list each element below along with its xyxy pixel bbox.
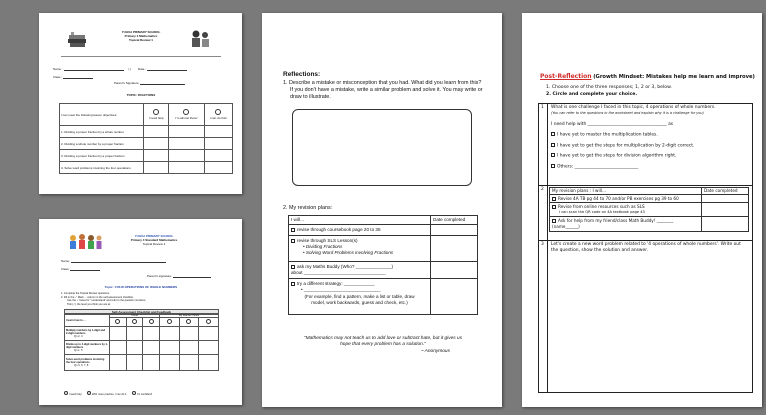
sad-face-icon [153, 109, 159, 115]
instruction-line: 2. Fill in the ✓ Mark ... column in the self-assessment checklist. [61, 295, 134, 299]
name-label: Name: [61, 259, 70, 263]
post-reflection-title: Post-Reflection [540, 73, 592, 80]
challenge-question: What is one challenge I faced in this topic, 4 operations of whole numbers. [551, 105, 716, 110]
rating-cell[interactable] [169, 126, 204, 138]
page-topical-review-1 [39, 13, 242, 194]
growth-mindset-subtitle: (Growth Mindset: Mistakes help me learn and improve) [593, 74, 755, 80]
rating-cell[interactable] [169, 162, 204, 174]
tick-cell[interactable] [126, 327, 143, 341]
books-illustration [67, 31, 87, 49]
happy-face-icon [206, 319, 211, 324]
tick-cell[interactable] [179, 327, 199, 341]
happy-face-icon [215, 109, 221, 115]
checkbox[interactable] [552, 205, 556, 209]
tick-cell[interactable] [159, 341, 179, 355]
sad-face-icon [115, 319, 120, 324]
rating-cell[interactable] [144, 126, 169, 138]
class-field[interactable] [63, 75, 93, 79]
sls-lesson-item: Solving Word Problems involving Fractions [305, 250, 394, 255]
date-cell[interactable] [702, 217, 749, 231]
review-title: Topical Review 2 [142, 242, 166, 246]
qr-code-note: I can scan the QR code on 4A textbook page 43 [559, 209, 645, 214]
revision-plan-table: I will… Date completed revise through coursebook page 20 to 35 revise through SLS Lesson(s) • Dividing Fractions • Solving Word Problems involving Fractions ask my Maths Buddy (Who? ______________) about ________________________________ try a different strategy: ____________ • ______________________________ (For example, find a pattern, make a list or table, draw model, work backwards, guess and check, etc.) [288, 215, 478, 315]
tick-cell[interactable] [159, 327, 179, 341]
tick-cell[interactable] [179, 341, 199, 355]
tick-cell[interactable] [199, 341, 219, 355]
tick-cell[interactable] [199, 327, 219, 341]
class-label: Class : [53, 75, 63, 79]
checkbox[interactable] [551, 153, 555, 157]
challenge-option: I have yet to get the steps for division algorithm right. [557, 153, 677, 159]
date-cell[interactable] [431, 279, 478, 315]
neutral-face-icon [87, 391, 91, 395]
parent-signature-field[interactable] [140, 81, 185, 85]
challenge-option: Others: _____________________________ [557, 164, 639, 170]
date-cell[interactable] [431, 236, 478, 262]
col-i-will: I will… [289, 216, 431, 225]
tick-cell[interactable] [159, 355, 179, 371]
option-number: 1 [541, 105, 544, 110]
challenge-option: I have yet to master the multiplication tables. [557, 132, 658, 138]
plan-coursebook: revise through coursebook page 20 to 35 [297, 227, 381, 232]
challenge-note: (You can refer to the questions in the worksheet and explain why it is a challenge for you) [551, 111, 704, 116]
objectives-header: I can meet the following lesson objectives: [60, 104, 144, 126]
name-label: Name : [53, 67, 63, 71]
instruction-circle: 2. Circle and complete your choice. [546, 92, 638, 97]
date-cell[interactable] [431, 225, 478, 236]
revision-row: Revise from online resources such as SLS [558, 204, 645, 210]
new-word-problem-prompt: Let's create a new word problem related to '4 operations of whole numbers'. Write out the question, show the solution and answer. [551, 242, 741, 254]
neutral-face-icon [132, 319, 137, 324]
skill-questions: Qn 2, 3 [74, 335, 83, 339]
post-reflection-box [538, 103, 753, 393]
review-title: Topical Review 1 [129, 38, 153, 42]
revision-row: Revise 4A TB pg 44 to 70 and/or PB exercises pg 39 to 60 [558, 195, 679, 201]
topic-title: Topic : FOUR OPERATIONS OF WHOLE NUMBERS [104, 285, 178, 289]
date-cell[interactable] [702, 194, 749, 203]
checkbox[interactable] [552, 197, 556, 201]
children-illustration [67, 232, 103, 252]
date-cell[interactable] [702, 203, 749, 217]
name-field[interactable] [71, 259, 166, 263]
objective-row: 4. Solve word problems involving the four operations [60, 162, 144, 174]
plan-sls: revise through SLS Lesson(s) [297, 238, 358, 243]
checkbox[interactable] [291, 265, 295, 269]
col-date-completed: Date completed [431, 216, 478, 225]
page-post-reflection [522, 13, 762, 407]
rating-cell[interactable] [144, 162, 169, 174]
checklist-title: Self-Assessment Checklist and Feedback [64, 309, 219, 315]
legend-need-help: I need help [68, 393, 82, 396]
option-number: 3 [541, 242, 544, 247]
reflection-drawing-box[interactable] [292, 109, 472, 186]
tick-cell[interactable] [110, 341, 127, 355]
checkbox[interactable] [551, 143, 555, 147]
revision-row: Ask for help from my friend/class Math Buddy! ________ (name______) [552, 218, 674, 229]
rating-cell[interactable] [204, 138, 232, 150]
instruction-line: Tick (✓) the level you think you are at. [67, 302, 111, 306]
col-date-completed: Date completed [702, 188, 749, 195]
tick-cell[interactable] [143, 341, 160, 355]
class-label: Class: [61, 267, 70, 271]
objective-row: 1. Dividing a proper fraction by a whole number [60, 126, 144, 138]
plan-strategy: try a different strategy: ____________ [297, 281, 375, 286]
objective-row: 2. Dividing a whole number by a proper fraction [60, 138, 144, 150]
tick-cell[interactable] [143, 355, 160, 371]
neutral-face-icon [186, 319, 191, 324]
plan-maths-buddy: ask my Maths Buddy (Who? ______________) [297, 264, 394, 269]
checkbox[interactable] [551, 164, 555, 168]
self-assessment-table [64, 313, 219, 371]
checkbox[interactable] [291, 239, 295, 243]
checkbox[interactable] [552, 219, 556, 223]
tick-cell[interactable] [143, 327, 160, 341]
rating-cell[interactable] [169, 138, 204, 150]
skill-row: Solve word problems involving the four operations [66, 357, 105, 365]
page-topical-review-2 [39, 219, 242, 405]
skill-questions: Qn 1, 5 [74, 349, 83, 353]
need-help-line[interactable]: I need help with ____________________________________ as [551, 121, 674, 127]
class-field[interactable] [70, 267, 100, 271]
sad-face-icon [64, 391, 68, 395]
tick-cell[interactable] [179, 355, 199, 371]
rating-cell[interactable] [204, 150, 232, 162]
date-field[interactable] [147, 67, 187, 71]
col-need-help: I need help [148, 116, 164, 120]
strategy-bullet: • ______________________________ [301, 287, 381, 292]
rating-cell[interactable] [204, 162, 232, 174]
topic-title: TOPIC: FRACTIONS [126, 93, 156, 97]
rating-cell[interactable] [169, 150, 204, 162]
subject-title: Primary 4 Mathematics [124, 34, 158, 38]
index-paren: ( ) [128, 67, 132, 71]
date-cell[interactable] [431, 262, 478, 279]
rating-cell[interactable] [144, 150, 169, 162]
i-learn-header: I learn how to ... [65, 314, 110, 327]
tick-cell[interactable] [126, 355, 143, 371]
instruction-line: Use the ✓ faces for 'I understand' and refer to the question numbers. [67, 299, 147, 303]
revision-plans-table [549, 187, 749, 232]
parent-signature-label: Parent's signature: [147, 274, 172, 278]
checkbox[interactable] [291, 282, 295, 286]
tick-cell[interactable] [199, 355, 219, 371]
happy-face-icon [149, 319, 154, 324]
happy-face-icon [132, 391, 136, 395]
col-i-think: I think [110, 314, 160, 318]
legend-confident: I'm confident! [136, 393, 153, 396]
page-reflections [262, 13, 502, 407]
sls-lesson-item: Dividing Fractions [305, 244, 343, 249]
option-number: 2 [541, 187, 544, 192]
neutral-face-icon [183, 109, 189, 115]
strategy-example: (For example, find a pattern, make a list or table, draw model, work backwards, guess and check, etc.) [304, 294, 415, 305]
objectives-table [59, 103, 233, 174]
skill-row: Multiply numbers by 1-digit and 2-digit numbers [66, 328, 106, 336]
instruction-line: 1. Complete the Topical Review questions. [61, 292, 110, 295]
rating-cell[interactable] [144, 138, 169, 150]
about-line: about ________________________________ [291, 270, 386, 275]
skill-row: Divide up to 4-digit numbers by 1-digit numbers [66, 342, 108, 350]
school-name: YUHUA PRIMARY SCHOOL [134, 234, 174, 238]
tick-cell[interactable] [110, 355, 127, 371]
rating-cell[interactable] [204, 126, 232, 138]
objective-row: 3. Dividing a proper fraction by a proper fraction [60, 150, 144, 162]
quote-text: "Mathematics may not teach us to add love or subtract hate, but it gives us hope that every problem has a solution." [303, 336, 463, 348]
col-almost-there: I'm almost there! [175, 116, 198, 120]
col-can-do: I can do this! [209, 116, 227, 120]
tick-cell[interactable] [126, 341, 143, 355]
revision-plans-label: 2. My revision plans: [283, 205, 333, 211]
revision-plans-header: My revision plans : I will… [550, 188, 702, 195]
col-teacher-thinks: My teacher thinks [159, 314, 218, 318]
legend-more-practice: With more practice, I can do it [92, 393, 127, 396]
school-name: YUHUA PRIMARY SCHOOL [121, 30, 161, 34]
parent-signature-label: Parent's Signature: [114, 81, 140, 85]
name-field[interactable] [64, 67, 124, 71]
new-word-problem-area[interactable] [549, 257, 749, 389]
tick-cell[interactable] [110, 327, 127, 341]
quote-author: ~ Anonymous [420, 348, 450, 354]
reflections-title: Reflections: [283, 71, 321, 78]
checkbox[interactable] [551, 132, 555, 136]
subject-title: Primary 4 Standard Mathematics [130, 238, 178, 242]
skill-questions: Qn 4, 6, 7, 8 [74, 364, 89, 368]
challenge-option: I have yet to get the steps for multiplication by 2-digit correct. [557, 143, 695, 149]
checkbox[interactable] [291, 228, 295, 232]
reflection-question-1: 1. Describe a mistake or misconception that you had. What did you learn from this? If you don't have a mistake, write a similar problem and solve it. You may write or draw to illustrate. [283, 80, 483, 100]
students-illustration [189, 29, 211, 49]
date-label: Date : [138, 67, 147, 71]
sad-face-icon [167, 319, 172, 324]
instruction-choose: 1. Choose one of the three responses; 1, 2 or 3, below. [546, 85, 672, 90]
parent-signature-field[interactable] [173, 274, 211, 278]
